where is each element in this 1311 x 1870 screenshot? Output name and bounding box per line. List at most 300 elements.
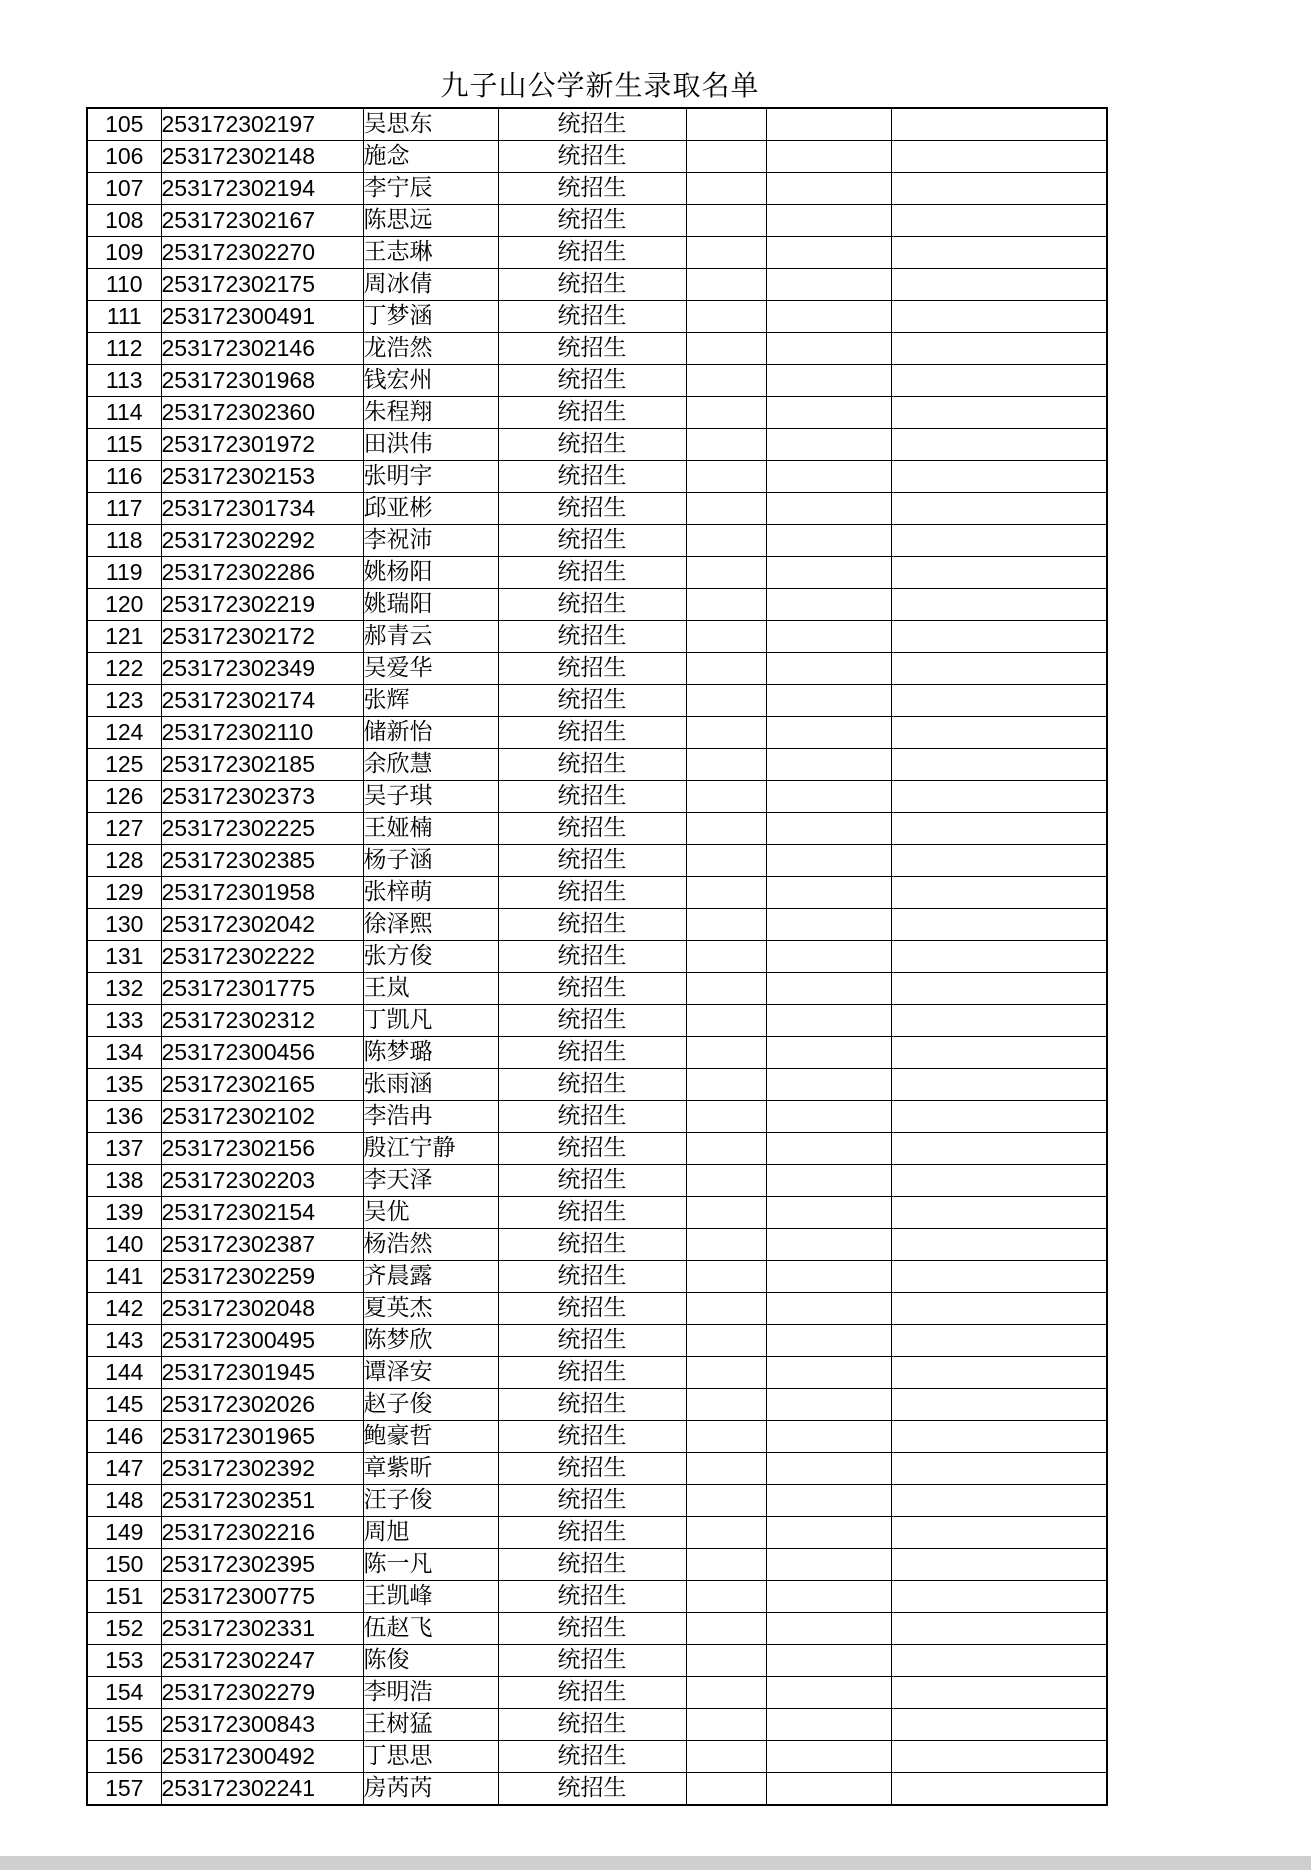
seq-number-cell: 121 bbox=[87, 621, 161, 653]
student-name-cell: 钱宏州 bbox=[363, 365, 498, 397]
empty-cell bbox=[766, 269, 891, 301]
empty-cell bbox=[891, 205, 1107, 237]
table-row bbox=[87, 717, 1107, 749]
empty-cell bbox=[686, 108, 766, 141]
empty-cell bbox=[766, 749, 891, 781]
empty-cell bbox=[891, 461, 1107, 493]
seq-number-cell: 126 bbox=[87, 781, 161, 813]
seq-number-cell: 128 bbox=[87, 845, 161, 877]
student-id-cell: 253172301958 bbox=[161, 877, 363, 909]
student-name-cell: 周旭 bbox=[363, 1517, 498, 1549]
table-row bbox=[87, 461, 1107, 493]
admission-type-cell: 统招生 bbox=[498, 973, 686, 1005]
student-id-cell: 253172302167 bbox=[161, 205, 363, 237]
seq-number-cell: 107 bbox=[87, 173, 161, 205]
table-row bbox=[87, 557, 1107, 589]
student-id-cell: 253172301734 bbox=[161, 493, 363, 525]
empty-cell bbox=[891, 1549, 1107, 1581]
seq-number-cell: 155 bbox=[87, 1709, 161, 1741]
empty-cell bbox=[686, 1741, 766, 1773]
student-id-cell: 253172301965 bbox=[161, 1421, 363, 1453]
empty-cell bbox=[686, 365, 766, 397]
empty-cell bbox=[686, 1325, 766, 1357]
table-row bbox=[87, 973, 1107, 1005]
student-id-cell: 253172302241 bbox=[161, 1773, 363, 1806]
empty-cell bbox=[891, 1645, 1107, 1677]
table-row bbox=[87, 1613, 1107, 1645]
table-row bbox=[87, 1773, 1107, 1806]
empty-cell bbox=[891, 1389, 1107, 1421]
admission-type-cell: 统招生 bbox=[498, 1293, 686, 1325]
student-name-cell: 杨子涵 bbox=[363, 845, 498, 877]
table-row bbox=[87, 781, 1107, 813]
empty-cell bbox=[891, 1581, 1107, 1613]
empty-cell bbox=[891, 589, 1107, 621]
empty-cell bbox=[766, 557, 891, 589]
seq-number-cell: 148 bbox=[87, 1485, 161, 1517]
empty-cell bbox=[891, 108, 1107, 141]
table-row bbox=[87, 205, 1107, 237]
student-id-cell: 253172302312 bbox=[161, 1005, 363, 1037]
seq-number-cell: 152 bbox=[87, 1613, 161, 1645]
viewer-bottom-bar bbox=[0, 1856, 1311, 1870]
student-name-cell: 房芮芮 bbox=[363, 1773, 498, 1806]
student-id-cell: 253172302110 bbox=[161, 717, 363, 749]
student-id-cell: 253172302148 bbox=[161, 141, 363, 173]
student-id-cell: 253172300843 bbox=[161, 1709, 363, 1741]
student-id-cell: 253172302165 bbox=[161, 1069, 363, 1101]
empty-cell bbox=[686, 1645, 766, 1677]
empty-cell bbox=[766, 877, 891, 909]
empty-cell bbox=[766, 365, 891, 397]
empty-cell bbox=[686, 845, 766, 877]
empty-cell bbox=[686, 1517, 766, 1549]
table-row bbox=[87, 1581, 1107, 1613]
table-row bbox=[87, 1165, 1107, 1197]
empty-cell bbox=[766, 1517, 891, 1549]
student-id-cell: 253172300495 bbox=[161, 1325, 363, 1357]
admission-type-cell: 统招生 bbox=[498, 237, 686, 269]
empty-cell bbox=[686, 333, 766, 365]
empty-cell bbox=[891, 1165, 1107, 1197]
empty-cell bbox=[891, 1773, 1107, 1806]
table-row bbox=[87, 108, 1107, 141]
admission-type-cell: 统招生 bbox=[498, 1613, 686, 1645]
empty-cell bbox=[766, 781, 891, 813]
seq-number-cell: 115 bbox=[87, 429, 161, 461]
table-row bbox=[87, 493, 1107, 525]
empty-cell bbox=[766, 301, 891, 333]
student-id-cell: 253172302153 bbox=[161, 461, 363, 493]
student-id-cell: 253172302292 bbox=[161, 525, 363, 557]
student-name-cell: 吴优 bbox=[363, 1197, 498, 1229]
table-row bbox=[87, 941, 1107, 973]
student-id-cell: 253172302387 bbox=[161, 1229, 363, 1261]
student-name-cell: 徐泽熙 bbox=[363, 909, 498, 941]
empty-cell bbox=[686, 813, 766, 845]
empty-cell bbox=[766, 1005, 891, 1037]
table-row bbox=[87, 1549, 1107, 1581]
seq-number-cell: 154 bbox=[87, 1677, 161, 1709]
admission-type-cell: 统招生 bbox=[498, 1709, 686, 1741]
student-name-cell: 陈梦欣 bbox=[363, 1325, 498, 1357]
student-name-cell: 王岚 bbox=[363, 973, 498, 1005]
table-row bbox=[87, 1197, 1107, 1229]
empty-cell bbox=[891, 781, 1107, 813]
admission-type-cell: 统招生 bbox=[498, 1741, 686, 1773]
empty-cell bbox=[766, 589, 891, 621]
table-row bbox=[87, 909, 1107, 941]
empty-cell bbox=[766, 685, 891, 717]
table-row bbox=[87, 1229, 1107, 1261]
student-name-cell: 邱亚彬 bbox=[363, 493, 498, 525]
student-id-cell: 253172302156 bbox=[161, 1133, 363, 1165]
empty-cell bbox=[891, 749, 1107, 781]
empty-cell bbox=[891, 717, 1107, 749]
table-row bbox=[87, 621, 1107, 653]
student-name-cell: 储新怡 bbox=[363, 717, 498, 749]
admission-type-cell: 统招生 bbox=[498, 365, 686, 397]
empty-cell bbox=[766, 717, 891, 749]
student-id-cell: 253172302172 bbox=[161, 621, 363, 653]
empty-cell bbox=[686, 1677, 766, 1709]
empty-cell bbox=[766, 621, 891, 653]
table-row bbox=[87, 1517, 1107, 1549]
empty-cell bbox=[766, 1645, 891, 1677]
empty-cell bbox=[766, 653, 891, 685]
seq-number-cell: 136 bbox=[87, 1101, 161, 1133]
empty-cell bbox=[891, 621, 1107, 653]
empty-cell bbox=[686, 141, 766, 173]
student-id-cell: 253172302331 bbox=[161, 1613, 363, 1645]
admission-type-cell: 统招生 bbox=[498, 108, 686, 141]
admission-type-cell: 统招生 bbox=[498, 653, 686, 685]
admission-type-cell: 统招生 bbox=[498, 1261, 686, 1293]
student-name-cell: 龙浩然 bbox=[363, 333, 498, 365]
table-row bbox=[87, 1261, 1107, 1293]
student-name-cell: 王娅楠 bbox=[363, 813, 498, 845]
student-name-cell: 田洪伟 bbox=[363, 429, 498, 461]
admission-type-cell: 统招生 bbox=[498, 1037, 686, 1069]
empty-cell bbox=[766, 493, 891, 525]
student-id-cell: 253172302154 bbox=[161, 1197, 363, 1229]
empty-cell bbox=[766, 1709, 891, 1741]
seq-number-cell: 116 bbox=[87, 461, 161, 493]
seq-number-cell: 141 bbox=[87, 1261, 161, 1293]
table-row bbox=[87, 237, 1107, 269]
student-id-cell: 253172302194 bbox=[161, 173, 363, 205]
student-id-cell: 253172302197 bbox=[161, 108, 363, 141]
student-id-cell: 253172302349 bbox=[161, 653, 363, 685]
empty-cell bbox=[766, 973, 891, 1005]
empty-cell bbox=[766, 1229, 891, 1261]
admission-type-cell: 统招生 bbox=[498, 557, 686, 589]
student-name-cell: 吴子琪 bbox=[363, 781, 498, 813]
admission-type-cell: 统招生 bbox=[498, 1549, 686, 1581]
empty-cell bbox=[766, 525, 891, 557]
seq-number-cell: 131 bbox=[87, 941, 161, 973]
empty-cell bbox=[686, 877, 766, 909]
empty-cell bbox=[766, 1293, 891, 1325]
empty-cell bbox=[766, 1613, 891, 1645]
empty-cell bbox=[766, 1741, 891, 1773]
table-row bbox=[87, 173, 1107, 205]
empty-cell bbox=[686, 1421, 766, 1453]
student-id-cell: 253172301945 bbox=[161, 1357, 363, 1389]
empty-cell bbox=[686, 1709, 766, 1741]
student-name-cell: 张雨涵 bbox=[363, 1069, 498, 1101]
student-id-cell: 253172302225 bbox=[161, 813, 363, 845]
seq-number-cell: 147 bbox=[87, 1453, 161, 1485]
seq-number-cell: 122 bbox=[87, 653, 161, 685]
student-id-cell: 253172302219 bbox=[161, 589, 363, 621]
admission-type-cell: 统招生 bbox=[498, 877, 686, 909]
admission-type-cell: 统招生 bbox=[498, 1389, 686, 1421]
admission-type-cell: 统招生 bbox=[498, 717, 686, 749]
student-name-cell: 吴爱华 bbox=[363, 653, 498, 685]
empty-cell bbox=[686, 1549, 766, 1581]
admission-type-cell: 统招生 bbox=[498, 1645, 686, 1677]
admission-type-cell: 统招生 bbox=[498, 493, 686, 525]
admission-type-cell: 统招生 bbox=[498, 941, 686, 973]
student-id-cell: 253172302259 bbox=[161, 1261, 363, 1293]
student-name-cell: 汪子俊 bbox=[363, 1485, 498, 1517]
empty-cell bbox=[891, 653, 1107, 685]
empty-cell bbox=[766, 429, 891, 461]
empty-cell bbox=[891, 141, 1107, 173]
empty-cell bbox=[686, 1069, 766, 1101]
table-row bbox=[87, 685, 1107, 717]
seq-number-cell: 127 bbox=[87, 813, 161, 845]
empty-cell bbox=[686, 1357, 766, 1389]
empty-cell bbox=[766, 1165, 891, 1197]
empty-cell bbox=[686, 973, 766, 1005]
student-name-cell: 李宁辰 bbox=[363, 173, 498, 205]
student-name-cell: 殷江宁静 bbox=[363, 1133, 498, 1165]
table-row bbox=[87, 1389, 1107, 1421]
empty-cell bbox=[891, 1101, 1107, 1133]
student-name-cell: 陈一凡 bbox=[363, 1549, 498, 1581]
seq-number-cell: 113 bbox=[87, 365, 161, 397]
admission-type-cell: 统招生 bbox=[498, 1357, 686, 1389]
admission-type-cell: 统招生 bbox=[498, 173, 686, 205]
empty-cell bbox=[891, 269, 1107, 301]
empty-cell bbox=[686, 493, 766, 525]
student-name-cell: 陈俊 bbox=[363, 1645, 498, 1677]
student-name-cell: 齐晨露 bbox=[363, 1261, 498, 1293]
seq-number-cell: 120 bbox=[87, 589, 161, 621]
admission-type-cell: 统招生 bbox=[498, 1197, 686, 1229]
student-name-cell: 李天泽 bbox=[363, 1165, 498, 1197]
admission-type-cell: 统招生 bbox=[498, 333, 686, 365]
admission-type-cell: 统招生 bbox=[498, 205, 686, 237]
table-row bbox=[87, 589, 1107, 621]
empty-cell bbox=[891, 429, 1107, 461]
empty-cell bbox=[686, 1773, 766, 1806]
student-id-cell: 253172302026 bbox=[161, 1389, 363, 1421]
student-id-cell: 253172302216 bbox=[161, 1517, 363, 1549]
seq-number-cell: 133 bbox=[87, 1005, 161, 1037]
admission-table bbox=[86, 107, 1108, 1806]
table-row bbox=[87, 1133, 1107, 1165]
table-row bbox=[87, 1101, 1107, 1133]
seq-number-cell: 134 bbox=[87, 1037, 161, 1069]
empty-cell bbox=[766, 1453, 891, 1485]
seq-number-cell: 138 bbox=[87, 1165, 161, 1197]
admission-type-cell: 统招生 bbox=[498, 461, 686, 493]
empty-cell bbox=[686, 1165, 766, 1197]
table-row bbox=[87, 1069, 1107, 1101]
admission-type-cell: 统招生 bbox=[498, 141, 686, 173]
seq-number-cell: 139 bbox=[87, 1197, 161, 1229]
seq-number-cell: 157 bbox=[87, 1773, 161, 1806]
empty-cell bbox=[686, 1197, 766, 1229]
empty-cell bbox=[766, 205, 891, 237]
empty-cell bbox=[891, 525, 1107, 557]
student-id-cell: 253172300775 bbox=[161, 1581, 363, 1613]
empty-cell bbox=[686, 653, 766, 685]
empty-cell bbox=[686, 1005, 766, 1037]
table-row bbox=[87, 877, 1107, 909]
empty-cell bbox=[766, 1389, 891, 1421]
empty-cell bbox=[686, 909, 766, 941]
empty-cell bbox=[686, 1453, 766, 1485]
table-row bbox=[87, 1485, 1107, 1517]
empty-cell bbox=[891, 1453, 1107, 1485]
admission-type-cell: 统招生 bbox=[498, 1517, 686, 1549]
admission-type-cell: 统招生 bbox=[498, 1581, 686, 1613]
table-row bbox=[87, 1293, 1107, 1325]
table-row bbox=[87, 1421, 1107, 1453]
seq-number-cell: 118 bbox=[87, 525, 161, 557]
admission-type-cell: 统招生 bbox=[498, 845, 686, 877]
empty-cell bbox=[766, 1677, 891, 1709]
admission-type-cell: 统招生 bbox=[498, 429, 686, 461]
empty-cell bbox=[891, 1421, 1107, 1453]
admission-type-cell: 统招生 bbox=[498, 1677, 686, 1709]
empty-cell bbox=[686, 1101, 766, 1133]
student-id-cell: 253172301968 bbox=[161, 365, 363, 397]
admission-type-cell: 统招生 bbox=[498, 685, 686, 717]
seq-number-cell: 111 bbox=[87, 301, 161, 333]
document-title: 九子山公学新生录取名单 bbox=[440, 69, 760, 102]
table-row bbox=[87, 397, 1107, 429]
admission-type-cell: 统招生 bbox=[498, 813, 686, 845]
empty-cell bbox=[891, 1261, 1107, 1293]
seq-number-cell: 112 bbox=[87, 333, 161, 365]
admission-type-cell: 统招生 bbox=[498, 1773, 686, 1806]
admission-type-cell: 统招生 bbox=[498, 1325, 686, 1357]
table-row bbox=[87, 1677, 1107, 1709]
table-row bbox=[87, 749, 1107, 781]
empty-cell bbox=[766, 1357, 891, 1389]
empty-cell bbox=[766, 1133, 891, 1165]
admission-type-cell: 统招生 bbox=[498, 1101, 686, 1133]
student-id-cell: 253172302203 bbox=[161, 1165, 363, 1197]
empty-cell bbox=[686, 269, 766, 301]
student-id-cell: 253172302286 bbox=[161, 557, 363, 589]
seq-number-cell: 106 bbox=[87, 141, 161, 173]
seq-number-cell: 146 bbox=[87, 1421, 161, 1453]
empty-cell bbox=[766, 1549, 891, 1581]
empty-cell bbox=[891, 813, 1107, 845]
empty-cell bbox=[891, 1517, 1107, 1549]
seq-number-cell: 144 bbox=[87, 1357, 161, 1389]
table-row bbox=[87, 1709, 1107, 1741]
seq-number-cell: 108 bbox=[87, 205, 161, 237]
student-name-cell: 陈梦璐 bbox=[363, 1037, 498, 1069]
empty-cell bbox=[686, 1389, 766, 1421]
empty-cell bbox=[891, 845, 1107, 877]
student-name-cell: 张明宇 bbox=[363, 461, 498, 493]
table-row bbox=[87, 1037, 1107, 1069]
table-row bbox=[87, 1453, 1107, 1485]
student-name-cell: 丁梦涵 bbox=[363, 301, 498, 333]
table-row bbox=[87, 365, 1107, 397]
student-id-cell: 253172302270 bbox=[161, 237, 363, 269]
admission-type-cell: 统招生 bbox=[498, 525, 686, 557]
student-id-cell: 253172302174 bbox=[161, 685, 363, 717]
admission-table-body bbox=[87, 108, 1107, 1805]
student-id-cell: 253172302373 bbox=[161, 781, 363, 813]
student-name-cell: 李浩冉 bbox=[363, 1101, 498, 1133]
empty-cell bbox=[686, 525, 766, 557]
empty-cell bbox=[891, 877, 1107, 909]
empty-cell bbox=[766, 813, 891, 845]
empty-cell bbox=[891, 237, 1107, 269]
empty-cell bbox=[686, 461, 766, 493]
student-id-cell: 253172302042 bbox=[161, 909, 363, 941]
empty-cell bbox=[766, 333, 891, 365]
empty-cell bbox=[766, 237, 891, 269]
empty-cell bbox=[686, 429, 766, 461]
empty-cell bbox=[686, 685, 766, 717]
empty-cell bbox=[891, 1357, 1107, 1389]
table-row bbox=[87, 1325, 1107, 1357]
empty-cell bbox=[686, 1133, 766, 1165]
empty-cell bbox=[891, 1293, 1107, 1325]
student-id-cell: 253172302185 bbox=[161, 749, 363, 781]
empty-cell bbox=[891, 909, 1107, 941]
seq-number-cell: 151 bbox=[87, 1581, 161, 1613]
empty-cell bbox=[766, 909, 891, 941]
seq-number-cell: 140 bbox=[87, 1229, 161, 1261]
empty-cell bbox=[891, 1037, 1107, 1069]
admission-type-cell: 统招生 bbox=[498, 301, 686, 333]
empty-cell bbox=[686, 1261, 766, 1293]
student-id-cell: 253172302247 bbox=[161, 1645, 363, 1677]
table-row bbox=[87, 1005, 1107, 1037]
student-id-cell: 253172302146 bbox=[161, 333, 363, 365]
empty-cell bbox=[766, 1261, 891, 1293]
admission-type-cell: 统招生 bbox=[498, 621, 686, 653]
table-row bbox=[87, 333, 1107, 365]
empty-cell bbox=[891, 1741, 1107, 1773]
seq-number-cell: 109 bbox=[87, 237, 161, 269]
empty-cell bbox=[766, 1197, 891, 1229]
table-row bbox=[87, 269, 1107, 301]
empty-cell bbox=[891, 1677, 1107, 1709]
student-name-cell: 伍赵飞 bbox=[363, 1613, 498, 1645]
table-row bbox=[87, 525, 1107, 557]
table-row bbox=[87, 429, 1107, 461]
seq-number-cell: 129 bbox=[87, 877, 161, 909]
table-row bbox=[87, 1645, 1107, 1677]
empty-cell bbox=[686, 717, 766, 749]
seq-number-cell: 114 bbox=[87, 397, 161, 429]
student-id-cell: 253172302395 bbox=[161, 1549, 363, 1581]
empty-cell bbox=[766, 1101, 891, 1133]
